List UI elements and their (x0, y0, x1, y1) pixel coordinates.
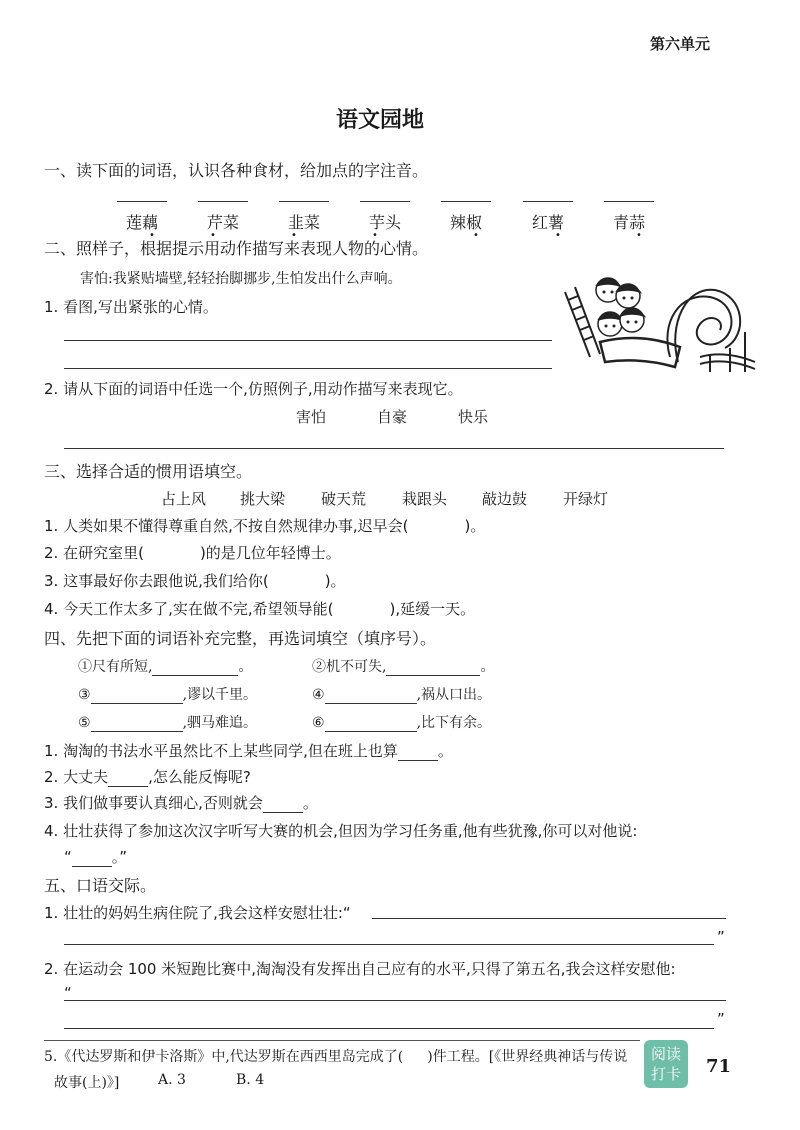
s4-q1-blank[interactable] (398, 745, 438, 761)
proverb-4: ④ ,祸从口出。 (312, 687, 492, 703)
roller-coaster-illustration (560, 262, 760, 377)
example-sentence: 害怕:我紧贴墙壁,轻轻抬脚挪步,生怕发出什么声响。 (80, 271, 402, 287)
s5-q2-line-2[interactable] (64, 1028, 714, 1029)
word-hongshu: 红薯 • (531, 213, 564, 241)
s4-question-3: 3. 我们做事要认真细心,否则就会 。 (44, 794, 318, 812)
s4-question-1: 1. 淘淘的书法水平虽然比不上某些同学,但在班上也算 。 (44, 742, 453, 760)
page-title: 语文园地 (336, 108, 425, 133)
footer-divider (44, 1040, 640, 1041)
word-yutou: 芋头 • (368, 213, 401, 241)
s4-question-4: 4. 壮壮获得了参加这次汉字听写大赛的机会,但因为学习任务重,他有些犹豫,你可以对他说: (44, 822, 638, 840)
answer-line-6[interactable] (523, 201, 573, 202)
idiom-option-6: 开绿灯 (563, 490, 609, 508)
proverb-4-blank[interactable] (325, 689, 417, 704)
option-b[interactable]: B. 4 (236, 1072, 265, 1088)
reading-source: 故事(上)》] (54, 1075, 120, 1091)
s5-q1-line-2[interactable] (64, 944, 714, 945)
s4-q3-blank[interactable] (263, 797, 303, 813)
section-5-heading: 五、口语交际。 (44, 876, 157, 895)
badge-line-1: 阅读 (650, 1045, 681, 1063)
proverb-5-blank[interactable] (91, 717, 183, 732)
section-1-heading: 一、读下面的词语，认识各种食材，给加点的字注音。 (44, 161, 429, 180)
proverb-2-blank[interactable] (386, 661, 480, 676)
idiom-option-2: 挑大梁 (240, 490, 286, 508)
page-number: 71 (706, 1056, 732, 1077)
word-qincai: 芹菜 • (206, 213, 239, 241)
proverb-3: ③ ,谬以千里。 (78, 687, 258, 703)
s2-q1-line-1[interactable] (64, 340, 552, 341)
s2-option-1: 害怕 (296, 408, 327, 426)
s4-q2-blank[interactable] (108, 771, 148, 787)
s5-q1-line-1[interactable] (372, 918, 726, 919)
s5-q1-close-quote: ” (717, 928, 725, 946)
s5-question-2: 2. 在运动会 100 米短跑比赛中,淘淘没有发挥出自己应有的水平,只得了第五名,我会这样安慰他: (44, 960, 676, 978)
s3-question-3: 3. 这事最好你去跟他说,我们给你( )。 (44, 572, 346, 590)
s3-question-4: 4. 今天工作太多了,实在做不完,希望领导能( ),延缓一天。 (44, 600, 476, 618)
s2-option-2: 自豪 (377, 408, 408, 426)
answer-line-3[interactable] (279, 201, 329, 202)
s5-q2-close-quote: ” (717, 1010, 725, 1028)
proverb-5: ⑤ ,驷马难追。 (78, 715, 258, 731)
answer-line-5[interactable] (441, 201, 491, 202)
reading-checkin-badge (644, 1040, 688, 1088)
answer-line-1[interactable] (117, 201, 167, 202)
idiom-option-5: 敲边鼓 (482, 490, 528, 508)
s4-q4-blank[interactable] (72, 851, 112, 867)
proverb-1-blank[interactable] (152, 661, 238, 676)
s4-q4-answer: “ 。” (64, 848, 128, 866)
answer-line-7[interactable] (604, 201, 654, 202)
s3-question-1: 1. 人类如果不懂得尊重自然,不按自然规律办事,迟早会( )。 (44, 517, 486, 535)
s5-q2-line-1[interactable] (64, 1000, 726, 1001)
s2-question-2: 2. 请从下面的词语中任选一个,仿照例子,用动作描写来表现它。 (44, 380, 463, 398)
word-lajiao: 辣椒 • (449, 213, 482, 241)
s2-q1-line-2[interactable] (64, 368, 552, 369)
answer-line-4[interactable] (360, 201, 410, 202)
s4-question-2: 2. 大丈夫 ,怎么能反悔呢? (44, 768, 251, 786)
reading-question: 5.《代达罗斯和伊卡洛斯》中,代达罗斯在西西里岛完成了( )件工程。[《世界经典神话与传说 (44, 1049, 628, 1065)
idiom-option-4: 栽跟头 (402, 490, 448, 508)
idiom-option-1: 占上风 (161, 490, 207, 508)
proverb-6: ⑥ ,比下有余。 (312, 715, 492, 731)
section-3-heading: 三、选择合适的惯用语填空。 (44, 462, 253, 481)
idiom-option-3: 破天荒 (321, 490, 367, 508)
section-2-heading: 二、照样子，根据提示用动作描写来表现人物的心情。 (44, 239, 429, 258)
s3-question-2: 2. 在研究室里( )的是几位年轻博士。 (44, 544, 341, 562)
word-qingsuan: 青蒜 • (612, 213, 645, 241)
s2-q2-line[interactable] (64, 448, 724, 449)
answer-line-2[interactable] (198, 201, 248, 202)
s2-question-1: 1. 看图,写出紧张的心情。 (44, 298, 218, 316)
section-4-heading: 四、先把下面的词语补充完整，再选词填空（填序号）。 (44, 629, 437, 648)
proverb-1: ①尺有所短, 。 (78, 659, 253, 675)
unit-label: 第六单元 (650, 35, 711, 53)
s2-option-3: 快乐 (458, 408, 489, 426)
s5-question-1: 1. 壮壮的妈妈生病住院了,我会这样安慰壮壮:“ (44, 904, 351, 922)
option-a[interactable]: A. 3 (158, 1072, 186, 1088)
word-lianou: 莲藕 • (125, 213, 158, 241)
proverb-2: ②机不可失, 。 (312, 659, 495, 675)
s5-q2-open-quote: “ (64, 984, 72, 1002)
word-jiucai: 韭菜 • (287, 213, 320, 241)
proverb-6-blank[interactable] (325, 717, 417, 732)
proverb-3-blank[interactable] (91, 689, 183, 704)
badge-line-2: 打卡 (650, 1065, 681, 1083)
